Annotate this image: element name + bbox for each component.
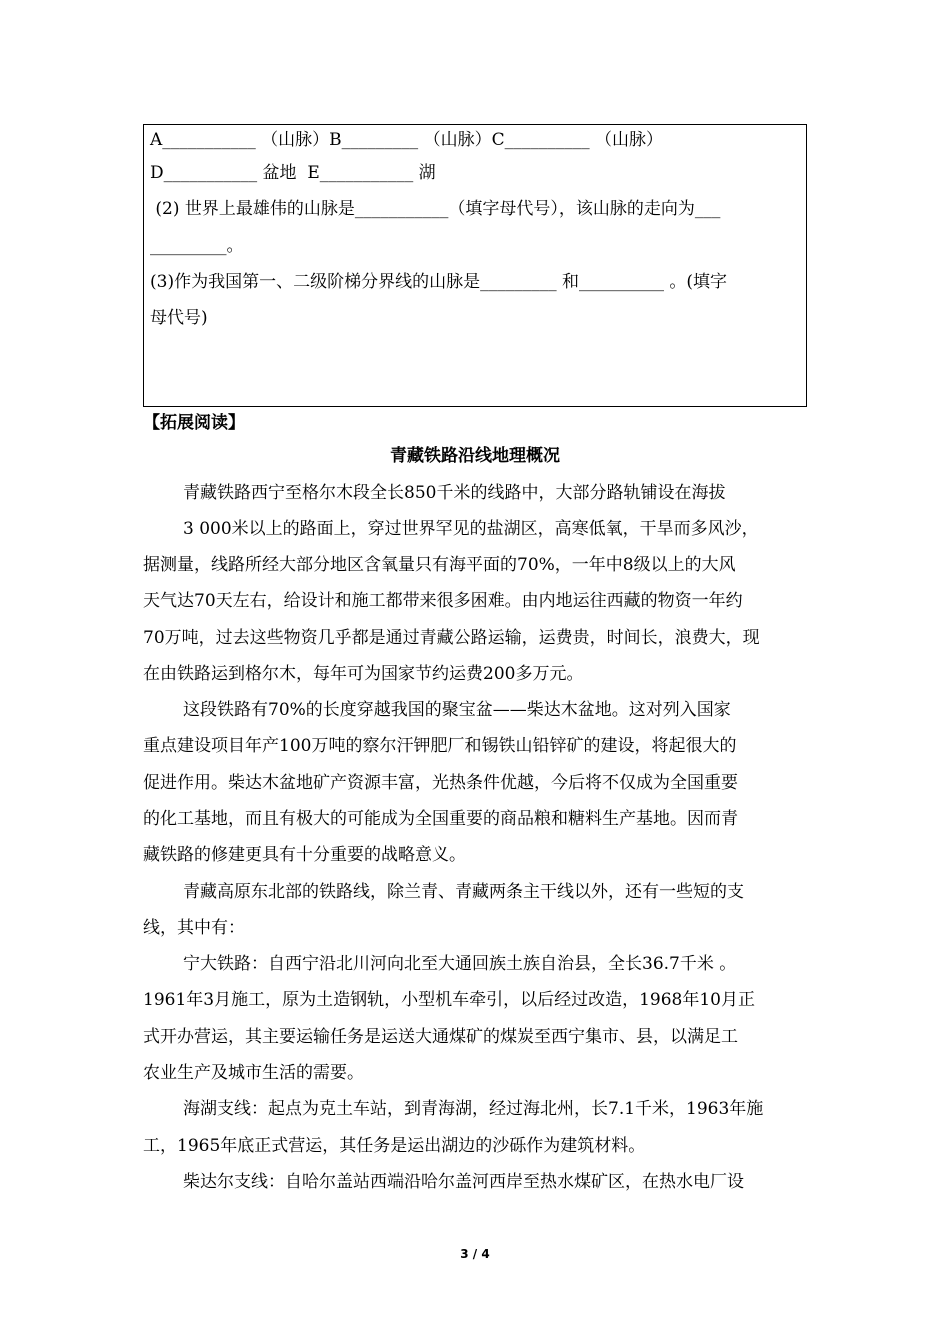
- article-line: 这段铁路有70%的长度穿越我国的聚宝盆——柴达木盆地。这对列入国家: [183, 700, 731, 720]
- article-title: 青藏铁路沿线地理概况: [390, 446, 560, 466]
- section-title: 【拓展阅读】: [143, 413, 245, 433]
- article-line: 1961年3月施工，原为土造钢轨，小型机车牵引，以后经过改造，1968年10月正: [143, 990, 755, 1010]
- article-line: 在由铁路运到格尔木，每年可为国家节约运费200多万元。: [143, 664, 584, 684]
- article-line: 线，其中有：: [143, 918, 245, 938]
- box-line-1: A___________ （山脉）B_________ （山脉）C__________ （山脉）: [150, 130, 663, 150]
- box-line-5: (3)作为我国第一、二级阶梯分界线的山脉是_________ 和__________ 。(填字: [150, 272, 728, 292]
- article-line: 70万吨，过去这些物资几乎都是通过青藏公路运输，运费贵，时间长，浪费大，现: [143, 628, 760, 648]
- article-line: 青藏铁路西宁至格尔木段全长850千米的线路中，大部分路轨铺设在海拔: [183, 483, 726, 503]
- article-line: 促进作用。柴达木盆地矿产资源丰富，光热条件优越，今后将不仅成为全国重要: [143, 773, 738, 793]
- box-line-3: (2) 世界上最雄伟的山脉是___________（填字母代号），该山脉的走向为___: [150, 199, 721, 219]
- page-number: 3 / 4: [460, 1247, 490, 1261]
- article-line: 海湖支线：起点为克土车站，到青海湖，经过海北州，长7.1千米，1963年施: [183, 1099, 764, 1119]
- question-box: [143, 124, 807, 407]
- box-line-6: 母代号): [150, 308, 208, 328]
- article-line: 柴达尔支线：自哈尔盖站西端沿哈尔盖河西岸至热水煤矿区，在热水电厂设: [183, 1172, 744, 1192]
- article-line: 据测量，线路所经大部分地区含氧量只有海平面的70%，一年中8级以上的大风: [143, 555, 736, 575]
- article-line: 宁大铁路：自西宁沿北川河向北至大通回族土族自治县，全长36.7千米 。: [183, 954, 737, 974]
- article-line: 天气达70天左右，给设计和施工都带来很多困难。由内地运往西藏的物资一年约: [143, 591, 743, 611]
- article-line: 青藏高原东北部的铁路线，除兰青、青藏两条主干线以外，还有一些短的支: [183, 882, 744, 902]
- box-line-4: _________。: [150, 236, 244, 256]
- article-line: 的化工基地，而且有极大的可能成为全国重要的商品粮和糖料生产基地。因而青: [143, 809, 738, 829]
- article-line: 工，1965年底正式营运，其任务是运出湖边的沙砾作为建筑材料。: [143, 1136, 646, 1156]
- article-line: 重点建设项目年产100万吨的察尔汗钾肥厂和锡铁山铅锌矿的建设，将起很大的: [143, 736, 737, 756]
- article-line: 式开办营运，其主要运输任务是运送大通煤矿的煤炭至西宁集市、县，以满足工: [143, 1027, 738, 1047]
- box-line-2: D___________ 盆地 E___________ 湖: [150, 163, 436, 183]
- article-line: 藏铁路的修建更具有十分重要的战略意义。: [143, 845, 466, 865]
- article-line: 3 000米以上的路面上，穿过世界罕见的盐湖区，高寒低氧，干旱而多风沙，: [183, 519, 759, 539]
- article-line: 农业生产及城市生活的需要。: [143, 1063, 364, 1083]
